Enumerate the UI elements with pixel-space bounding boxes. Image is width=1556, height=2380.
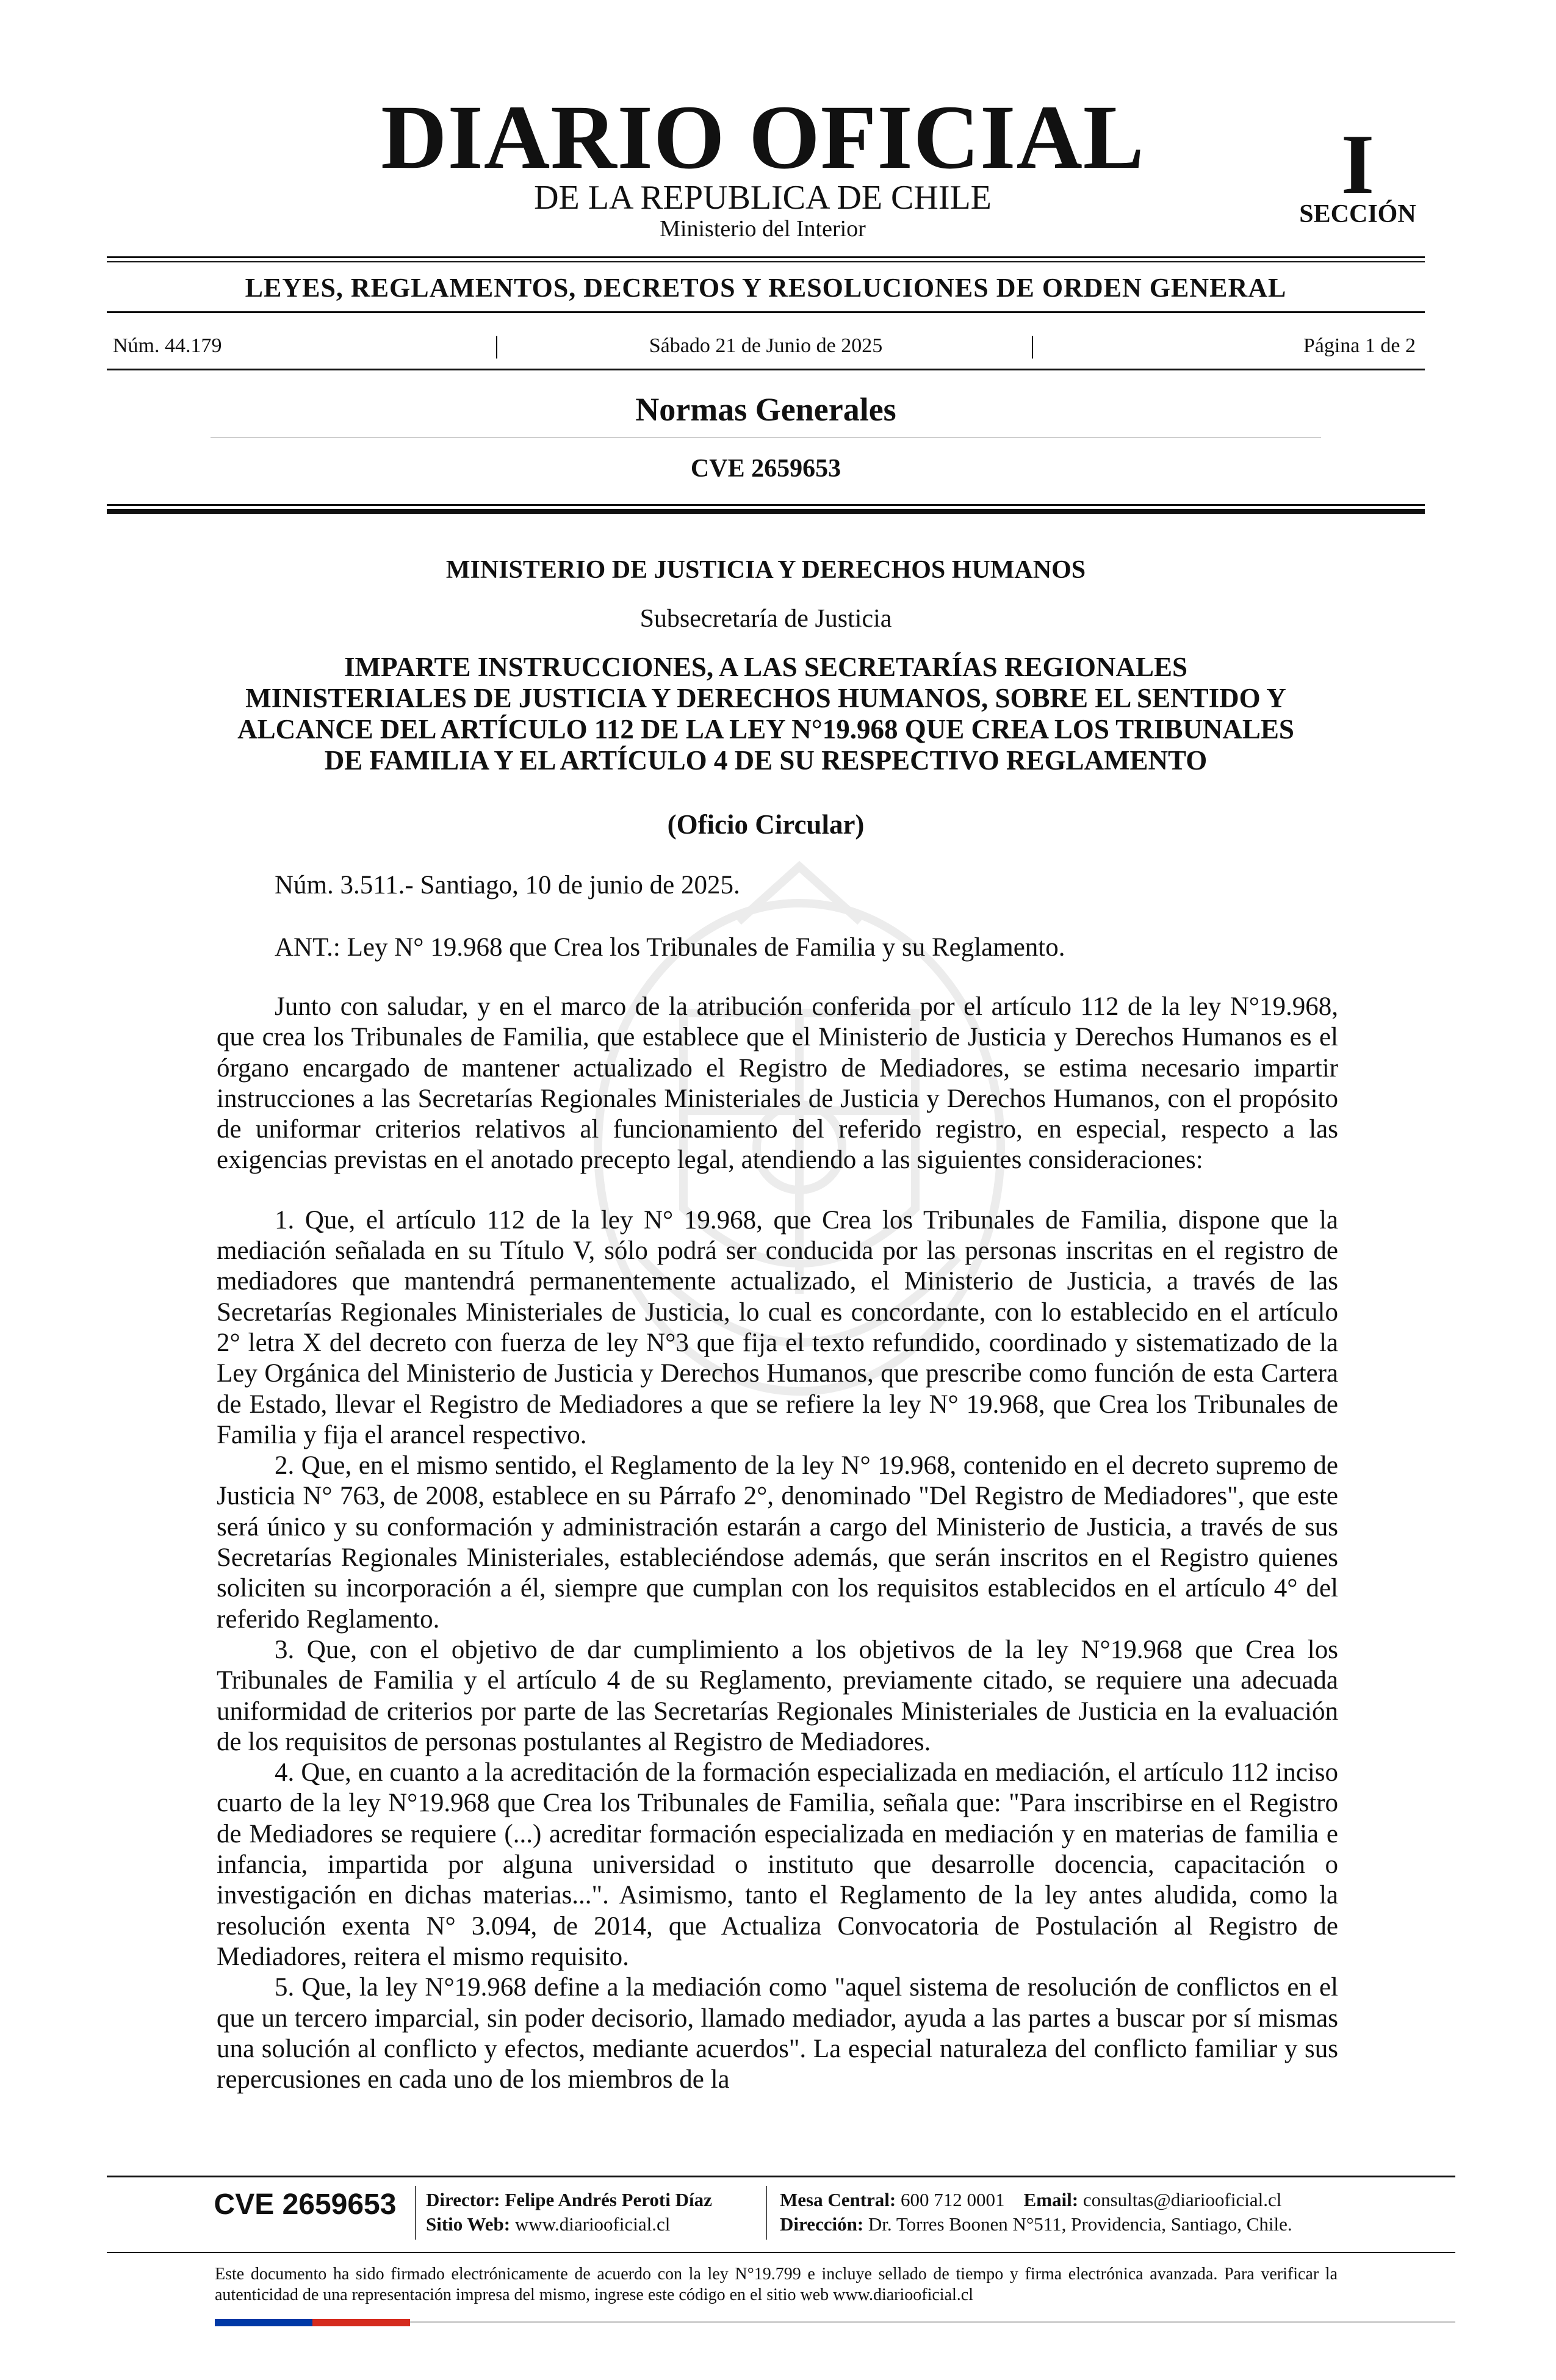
section-number: I [1341, 117, 1375, 212]
masthead-ministry: Ministerio del Interior [660, 216, 866, 242]
title-line: DE FAMILIA Y EL ARTÍCULO 4 DE SU RESPECTIVO REGLAMENTO [324, 745, 1208, 776]
header-rule-bottom [107, 369, 1425, 370]
header-title: LEYES, REGLAMENTOS, DECRETOS Y RESOLUCIONES DE ORDEN GENERAL [245, 273, 1287, 303]
paragraph: Junto con saludar, y en el marco de la atribución conferida por el artículo 112 de la ley N°19.968, que crea los Tribunales de Familia, que establece que el Ministerio de Justicia y Derechos Humanos es el órgano encargado de mantener actualizado el Registro de Mediadores, se estima necesario impartir instrucciones a las Secretarías Regionales Ministeriales de Justicia y Derechos Humanos, con el propósito de uniformar criterios relativos al funcionamiento del referido registro, en especial, respecto a las exigencias previstas en el anotado precepto legal, atendiendo a las siguientes consideraciones: [217, 992, 1338, 1175]
issue-number: Núm. 44.179 [113, 334, 222, 357]
flag-color-bar [215, 2319, 410, 2326]
email-link[interactable]: consultas@diariooficial.cl [1082, 2189, 1282, 2210]
phone-number: 600 712 0001 [901, 2189, 1005, 2210]
footer-contact: Mesa Central: 600 712 0001 Email: consultas@diariooficial.cl [780, 2189, 1282, 2210]
header-rule-top [107, 256, 1425, 258]
document-type: (Oficio Circular) [667, 809, 865, 840]
masthead: DIARIO OFICIAL [381, 87, 1145, 188]
footer-rule-bottom [410, 2321, 1455, 2323]
website-link[interactable]: www.diariooficial.cl [514, 2213, 671, 2235]
title-line: IMPARTE INSTRUCCIONES, A LAS SECRETARÍAS REGIONALES [344, 652, 1188, 682]
footer-cve-code: CVE 2659653 [214, 2188, 397, 2221]
body-text [217, 992, 1338, 2095]
director-name: Felipe Andrés Peroti Díaz [505, 2189, 712, 2210]
address: Dr. Torres Boonen N°511, Providencia, Santiago, Chile. [868, 2213, 1292, 2235]
masthead-subtitle: DE LA REPUBLICA DE CHILE [534, 179, 992, 217]
footer-director: Director: Felipe Andrés Peroti Díaz [426, 2189, 712, 2210]
footer-divider [766, 2186, 767, 2240]
footer-disclaimer: Este documento ha sido firmado electrónicamente de acuerdo con la ley N°19.799 e incluye sellado de tiempo y firma electrónica avanzada. Para verificar la autenticidad de una representación impresa del mismo, ingrese este código en el sitio web www.diariooficial.cl [215, 2265, 1338, 2304]
issue-date: Sábado 21 de Junio de 2025 [649, 334, 883, 357]
sub-organization: Subsecretaría de Justicia [639, 605, 892, 633]
section-title: Normas Generales [635, 391, 896, 428]
meta-separator: | [494, 331, 500, 359]
section-label: SECCIÓN [1299, 200, 1416, 228]
header-rule-top-2 [107, 261, 1425, 262]
page-number: Página 1 de 2 [1303, 334, 1416, 357]
title-line: ALCANCE DEL ARTÍCULO 112 DE LA LEY N°19.968 QUE CREA LOS TRIBUNALES [237, 714, 1294, 745]
section-divider [211, 437, 1321, 438]
document-antecedent: ANT.: Ley N° 19.968 que Crea los Tribunales de Familia y su Reglamento. [275, 933, 1065, 962]
flag-red-segment [312, 2319, 410, 2326]
cve-rule-1 [107, 504, 1425, 506]
footer-rule-top [107, 2176, 1455, 2177]
paragraph: 1. Que, el artículo 112 de la ley N° 19.968, que Crea los Tribunales de Familia, dispone que la mediación señalada en su Título V, sólo podrá ser conducida por las personas inscritas en el registro de mediadores que mantendrá permanentemente actualizado, el Ministerio de Justicia, a través de las Secretarías Regionales Ministeriales de Justicia, lo cual es concordante, con lo establecido en el artículo 2° letra X del decreto con fuerza de ley N°3 que fija el texto refundido, coordinado y sistematizado de la Ley Orgánica del Ministerio de Justicia y Derechos Humanos, que prescribe como función de esta Cartera de Estado, llevar el Registro de Mediadores a que se refiere la ley N° 19.968, que Crea los Tribunales de Familia y fija el arancel respectivo. [217, 1205, 1338, 1449]
cve-code: CVE 2659653 [690, 455, 841, 483]
organization-title: MINISTERIO DE JUSTICIA Y DERECHOS HUMANOS [445, 556, 1086, 584]
paragraph: 2. Que, en el mismo sentido, el Reglamento de la ley N° 19.968, contenido en el decreto supremo de Justicia N° 763, de 2008, establece en su Párrafo 2°, denominado "Del Registro de Mediadores", que este será único y su conformación y administración estarán a cargo del Ministerio de Justicia, a través de sus Secretarías Regionales Ministeriales, estableciéndose además, que serán inscritos en el Registro quienes soliciten su incorporación a él, siempre que cumplan con los requisitos establecidos en el artículo 4° del referido Reglamento. [217, 1451, 1338, 1634]
paragraph: 5. Que, la ley N°19.968 define a la mediación como "aquel sistema de resolución de conflictos en el que un tercero imparcial, sin poder decisorio, llamado mediador, ayuda a las partes a buscar por sí mismas una solución al conflicto y efectos, mediante acuerdos". La especial naturaleza del conflicto familiar y sus repercusiones en cada uno de los miembros de la [217, 1973, 1338, 2094]
meta-separator: | [1030, 331, 1036, 359]
header-rule-mid [107, 311, 1425, 313]
footer-address: Dirección: Dr. Torres Boonen N°511, Providencia, Santiago, Chile. [780, 2213, 1292, 2235]
paragraph: 4. Que, en cuanto a la acreditación de la formación especializada en mediación, el artículo 112 inciso cuarto de la ley N°19.968 que Crea los Tribunales de Familia, señala que: "Para inscribirse en el Registro de Mediadores se requiere (...) acreditar formación especializada en mediación y en materias de familia e infancia, impartida por alguna universidad o instituto que desarrolle docencia, capacitación o investigación en dichas materias...". Asimismo, tanto el Reglamento de la ley antes aludida, como la resolución exenta N° 3.094, de 2014, que Actualiza Convocatoria de Postulación al Registro de Mediadores, reitera el mismo requisito. [217, 1758, 1338, 1971]
footer-website: Sitio Web: www.diariooficial.cl [426, 2213, 671, 2235]
cve-rule-2 [107, 509, 1425, 514]
document-number: Núm. 3.511.- Santiago, 10 de junio de 2025. [275, 871, 740, 900]
flag-blue-segment [215, 2319, 312, 2326]
footer-rule-mid [107, 2252, 1455, 2253]
document-title [207, 652, 1324, 776]
footer-divider [415, 2186, 416, 2240]
title-line: MINISTERIALES DE JUSTICIA Y DERECHOS HUMANOS, SOBRE EL SENTIDO Y [245, 683, 1286, 713]
paragraph: 3. Que, con el objetivo de dar cumplimiento a los objetivos de la ley N°19.968 que Crea los Tribunales de Familia y el artículo 4 de su Reglamento, previamente citado, se requiere una adecuada uniformidad de criterios por parte de las Secretarías Regionales Ministeriales de Justicia en la evaluación de los requisitos de personas postulantes al Registro de Mediadores. [217, 1635, 1338, 1756]
